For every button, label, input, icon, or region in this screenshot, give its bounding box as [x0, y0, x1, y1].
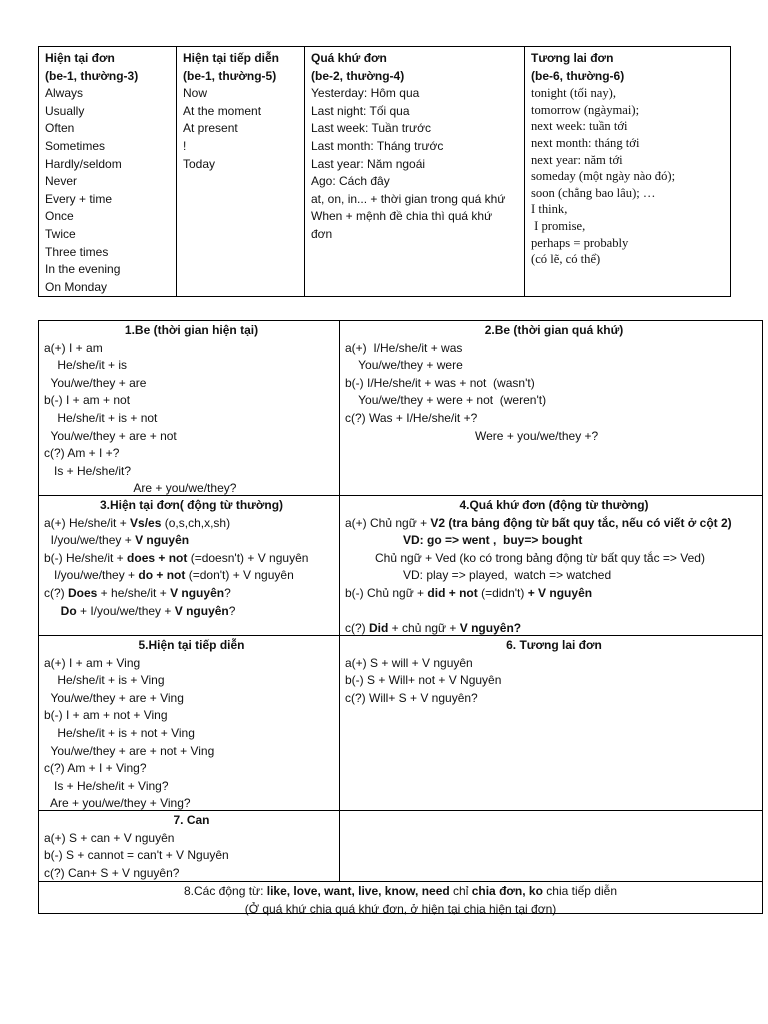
- be-present-section: [39, 321, 339, 498]
- column-subheader: (be-1, thường-3): [45, 68, 139, 83]
- list-item: Sometimes: [45, 138, 106, 153]
- list-item: Every + time: [45, 191, 113, 206]
- list-item: Today: [183, 156, 216, 171]
- rule-line: You/we/they + are + Ving: [44, 690, 184, 705]
- rule-line: You/we/they + are + not + Ving: [44, 743, 215, 758]
- present-simple-section: [39, 496, 339, 620]
- rule-line: Do + I/you/we/they + V nguyên?: [60, 603, 236, 618]
- list-item: Yesterday: Hôm qua: [311, 86, 420, 101]
- section-title: 5.Hiện tại tiếp diễn: [138, 638, 245, 652]
- list-item: tonight (tối nay),: [531, 86, 616, 101]
- list-item: Often: [45, 121, 75, 136]
- rule-line: a(+) S + will + V nguyên: [345, 655, 473, 670]
- note-line: 8.Các động từ: like, love, want, live, know, need chỉ chia đơn, ko chia tiếp diễn: [184, 884, 617, 898]
- list-item: Last night: Tối qua: [311, 103, 410, 118]
- rule-line: He/she/it + is + Ving: [44, 673, 165, 688]
- rule-line: I/you/we/they + V nguyên: [44, 533, 190, 548]
- list-item: When + mệnh đề chia thì quá khứ: [311, 209, 493, 224]
- rule-line: You/we/they + were: [345, 358, 463, 373]
- list-item: Once: [45, 209, 74, 224]
- stative-verbs-note: [39, 882, 762, 918]
- column-header: Hiện tại tiếp diễn: [183, 51, 280, 65]
- list-item: In the evening: [45, 262, 121, 277]
- list-item: đơn: [311, 226, 333, 241]
- rule-line: b(-) I + am + not + Ving: [44, 708, 168, 723]
- list-item: Last week: Tuần trước: [311, 121, 431, 136]
- example-line: VD: play => played, watch => watched: [403, 568, 612, 583]
- rule-line: You/we/they + are: [44, 375, 147, 390]
- rule-line: b(-) S + cannot = can't + V Nguyên: [44, 848, 229, 863]
- rule-line: a(+) He/she/it + Vs/es (o,s,ch,x,sh): [44, 515, 231, 530]
- list-item: Hardly/seldom: [45, 156, 122, 171]
- rule-line: He/she/it + is + not + Ving: [44, 725, 195, 740]
- rule-line: You/we/they + are + not: [44, 428, 177, 443]
- list-item: I promise,: [531, 218, 586, 233]
- list-item: At present: [183, 121, 238, 136]
- present-continuous-section: [39, 636, 339, 813]
- rule-line: c(?) Will+ S + V nguyên?: [345, 690, 478, 705]
- rule-line: b(-) S + Will+ not + V Nguyên: [345, 673, 502, 688]
- note-line: (Ở quá khứ chia quá khứ đơn, ở hiện tại chia hiện tại đơn): [244, 901, 557, 916]
- time-expressions-table: [38, 46, 731, 297]
- rule-line: He/she/it + is + not: [44, 410, 158, 425]
- section-title: 1.Be (thời gian hiện tại): [124, 323, 259, 337]
- list-item: Ago: Cách đây: [311, 174, 390, 189]
- blank-line: [345, 603, 763, 621]
- list-item: Last year: Năm ngoái: [311, 156, 426, 171]
- rule-line: Chủ ngữ + Ved (ko có trong bảng động từ bất quy tắc => Ved): [375, 550, 705, 565]
- rule-line: Are + you/we/they?: [44, 481, 237, 496]
- be-past-section: [340, 321, 763, 445]
- rule-line: a(+) I + am + Ving: [44, 655, 141, 670]
- list-item: at, on, in... + thời gian trong quá khứ: [311, 191, 506, 206]
- list-item: On Monday: [45, 279, 108, 294]
- rule-line: He/she/it + is: [44, 358, 128, 373]
- rule-line: Are + you/we/they + Ving?: [44, 796, 191, 811]
- list-item: Last month: Tháng trước: [311, 138, 444, 153]
- column-header: Hiện tại đơn: [45, 51, 115, 65]
- rule-line: a(+) I + am: [44, 340, 103, 355]
- list-item: (có lẽ, có thể): [531, 252, 601, 267]
- column-subheader: (be-1, thường-5): [183, 68, 277, 83]
- rule-line: c(?) Did + chủ ngữ + V nguyên?: [345, 621, 522, 636]
- grammar-table: [38, 320, 763, 914]
- rule-line: a(+) Chủ ngữ + V2 (tra bảng động từ bất quy tắc, nếu có viết ở cột 2): [345, 515, 732, 530]
- rule-line: c(?) Does + he/she/it + V nguyên?: [44, 585, 231, 600]
- list-item: soon (chẳng bao lâu); …: [531, 185, 656, 200]
- list-item: Twice: [45, 226, 76, 241]
- rule-line: b(-) Chủ ngữ + did + not (=didn't) + V nguyên: [345, 585, 593, 600]
- list-item: someday (một ngày nào đó);: [531, 169, 676, 184]
- list-item: Always: [45, 86, 84, 101]
- list-item: next week: tuần tới: [531, 119, 628, 134]
- list-item: perhaps = probably: [531, 235, 629, 250]
- column-subheader: (be-6, thường-6): [531, 68, 625, 83]
- rule-line: c(?) Am + I +?: [44, 446, 120, 461]
- list-item: Three times: [45, 244, 109, 259]
- rule-line: b(-) I + am + not: [44, 393, 131, 408]
- past-simple-column: [305, 47, 525, 297]
- list-item: I think,: [531, 202, 568, 217]
- section-title: 3.Hiện tại đơn( động từ thường): [99, 498, 284, 512]
- list-item: next year: năm tới: [531, 152, 623, 167]
- section-title: 4.Quá khứ đơn (động từ thường): [459, 498, 649, 512]
- list-item: Usually: [45, 103, 85, 118]
- section-title: 2.Be (thời gian quá khứ): [484, 323, 624, 337]
- rule-line: a(+) I/He/she/it + was: [345, 340, 463, 355]
- present-simple-column: [39, 47, 177, 297]
- can-section: [39, 811, 339, 882]
- column-header: Quá khứ đơn: [311, 51, 387, 65]
- rule-line: You/we/they + were + not (weren't): [345, 393, 547, 408]
- list-item: tomorrow (ngàymai);: [531, 102, 640, 117]
- rule-line: Is + He/she/it + Ving?: [44, 778, 169, 793]
- future-simple-section: [340, 636, 763, 707]
- column-subheader: (be-2, thường-4): [311, 68, 405, 83]
- present-continuous-column: [177, 47, 305, 297]
- rule-line: c(?) Am + I + Ving?: [44, 761, 147, 776]
- column-header: Tương lai đơn: [531, 51, 614, 65]
- section-title: 6. Tương lai đơn: [506, 638, 602, 652]
- section-title: 7. Can: [173, 813, 210, 827]
- list-item: Now: [183, 86, 208, 101]
- list-item: At the moment: [183, 103, 262, 118]
- example-line: VD: go => went , buy=> bought: [403, 533, 583, 548]
- past-simple-section: [340, 496, 763, 638]
- rule-line: b(-) He/she/it + does + not (=doesn't) + V nguyên: [44, 550, 309, 565]
- rule-line: Were + you/we/they +?: [345, 428, 599, 443]
- rule-line: c(?) Can+ S + V nguyên?: [44, 865, 180, 880]
- rule-line: c(?) Was + I/He/she/it +?: [345, 410, 478, 425]
- rule-line: b(-) I/He/she/it + was + not (wasn't): [345, 375, 535, 390]
- future-simple-column: [525, 47, 731, 297]
- rule-line: a(+) S + can + V nguyên: [44, 830, 175, 845]
- list-item: !: [183, 138, 187, 153]
- list-item: next month: tháng tới: [531, 135, 640, 150]
- rule-line: Is + He/she/it?: [44, 463, 132, 478]
- rule-line: I/you/we/they + do + not (=don't) + V nguyên: [44, 568, 294, 583]
- list-item: Never: [45, 174, 78, 189]
